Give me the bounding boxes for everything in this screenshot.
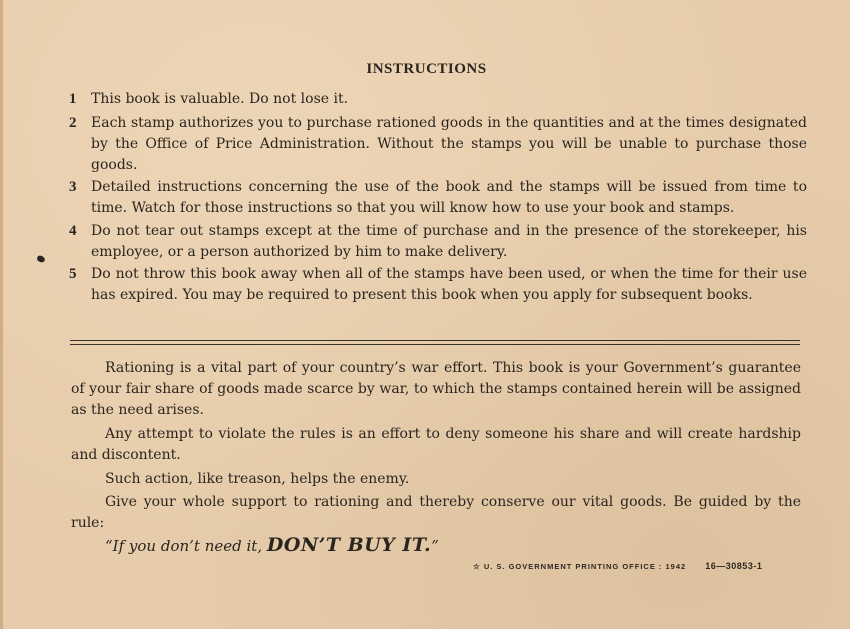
star-icon: ☆ bbox=[473, 562, 481, 571]
instruction-item bbox=[69, 89, 807, 110]
printer-imprint bbox=[473, 561, 762, 571]
instruction-number: 2 bbox=[69, 115, 77, 131]
body-paragraph bbox=[71, 424, 801, 466]
slogan-emphasis: DON’T BUY IT. bbox=[266, 534, 432, 556]
instruction-item bbox=[69, 113, 807, 176]
slogan-prefix: “If you don’t need it, bbox=[105, 537, 267, 555]
instruction-text: This book is valuable. Do not lose it. bbox=[91, 91, 349, 107]
paragraph-text: Give your whole support to rationing and thereby conserve our vital goods. Be guided by the rule: bbox=[71, 494, 801, 531]
instruction-text: Each stamp authorizes you to purchase rationed goods in the quantities and at the times designated by the Office of Price Administration. Without the stamps you will be unable to purchase those goods. bbox=[91, 115, 807, 173]
instruction-text: Do not throw this book away when all of the stamps have been used, or when the time for their use has expired. You may be required to present this book when you apply for subsequent books. bbox=[91, 266, 807, 303]
page-title: INSTRUCTIONS bbox=[366, 61, 487, 77]
paragraph-text: Such action, like treason, helps the enemy. bbox=[105, 471, 410, 487]
instruction-text: Do not tear out stamps except at the time of purchase and in the presence of the storekeeper, his employee, or a person authorized by him to make delivery. bbox=[91, 223, 807, 260]
body-paragraph bbox=[71, 469, 801, 490]
instruction-number: 3 bbox=[69, 179, 77, 195]
form-code: 16—30853-1 bbox=[705, 561, 763, 571]
printer-text: U. S. GOVERNMENT PRINTING OFFICE : 1942 bbox=[483, 562, 687, 571]
slogan-suffix: ” bbox=[431, 537, 439, 555]
instruction-item bbox=[69, 177, 807, 219]
instruction-item bbox=[69, 221, 807, 263]
instruction-text: Detailed instructions concerning the use of the book and the stamps will be issued from time to time. Watch for those instructions so that you will know how to use your book and stamps. bbox=[91, 179, 807, 216]
body-paragraph bbox=[71, 358, 801, 421]
paragraph-text: Rationing is a vital part of your country’s war effort. This book is your Government’s guarantee of your fair share of goods made scarce by war, to which the stamps contained herein will be assigned as the need arises. bbox=[71, 360, 801, 418]
instruction-number: 5 bbox=[69, 266, 77, 282]
slogan-quote bbox=[105, 534, 439, 556]
instruction-number: 4 bbox=[69, 223, 77, 239]
ink-mark-icon bbox=[36, 255, 46, 263]
body-paragraph bbox=[71, 492, 801, 534]
double-rule-divider bbox=[70, 340, 800, 345]
paragraph-text: Any attempt to violate the rules is an effort to deny someone his share and will create hardship and discontent. bbox=[71, 426, 801, 463]
instruction-item bbox=[69, 264, 807, 306]
instruction-number: 1 bbox=[69, 91, 77, 107]
